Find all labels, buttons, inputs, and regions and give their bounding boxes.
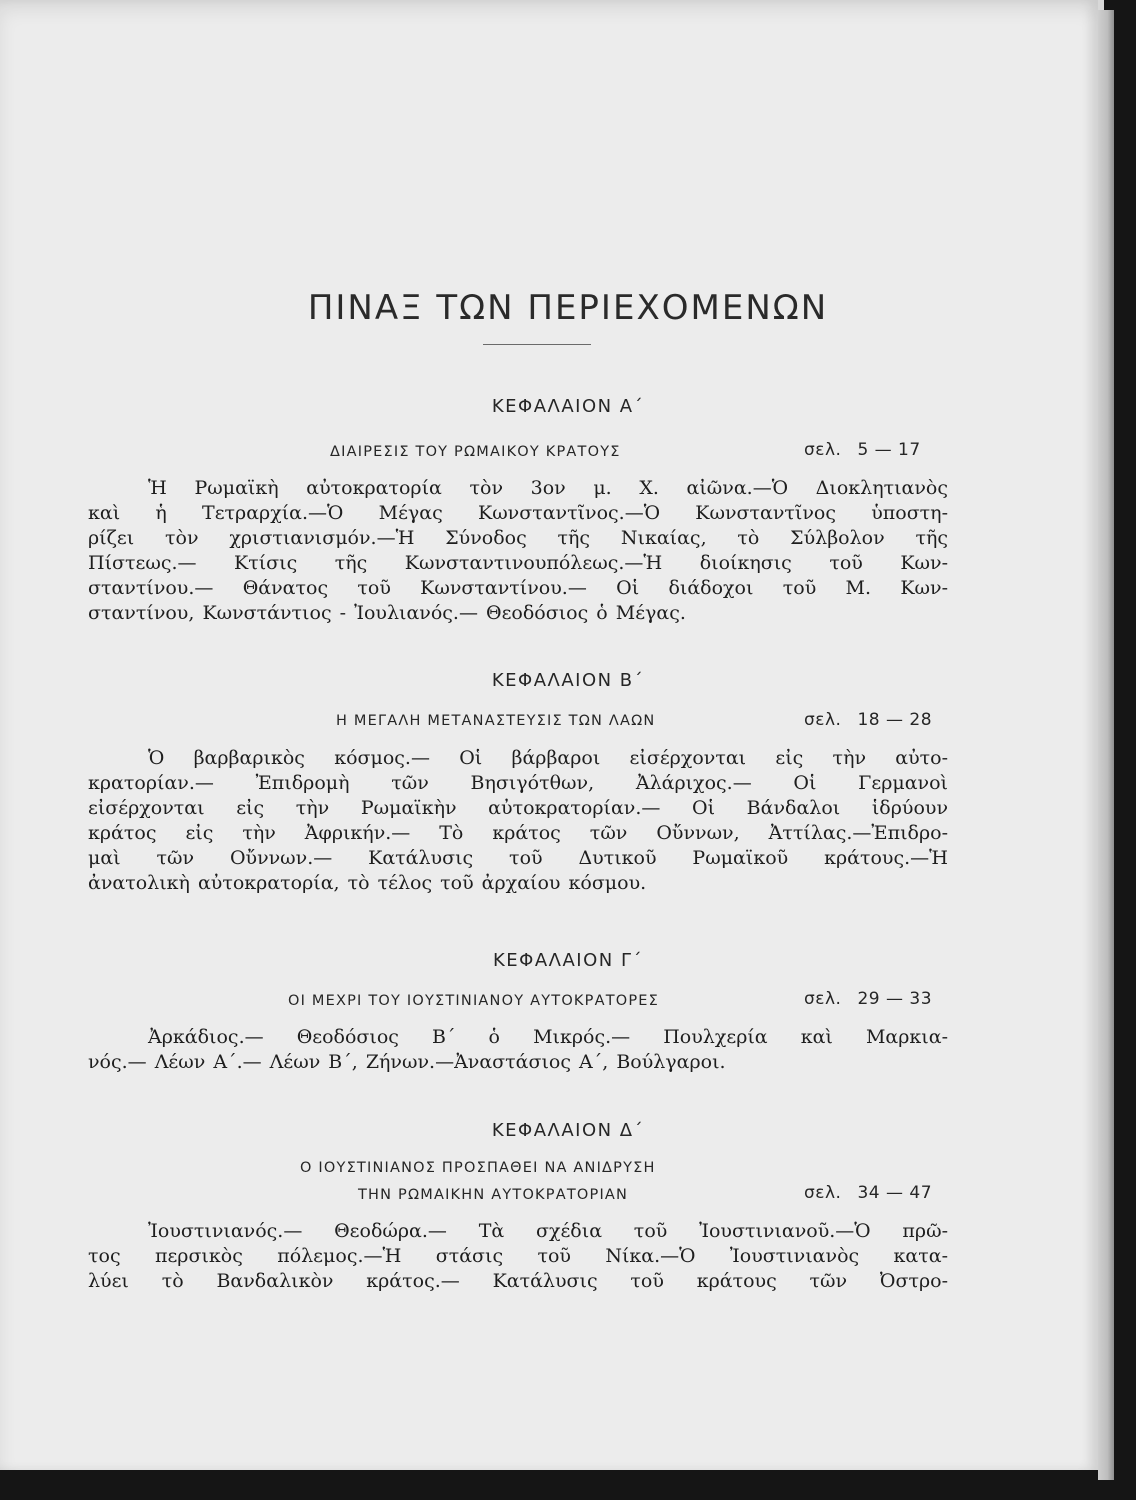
title-divider	[483, 344, 591, 345]
chapter-a-summary	[88, 476, 948, 626]
summary-line: Ὁ βαρβαρικὸς κόσμος.— Οἱ βάρβαροι εἰσέρχονται εἰς τὴν αὐτο-	[148, 747, 948, 769]
chapter-heading-a: ΚΕΦΑΛΑΙΟΝ Α΄	[491, 396, 645, 417]
chapter-c-section-title: ΟΙ ΜΕΧΡΙ ΤΟΥ ΙΟΥΣΤΙΝΙΑΝΟΥ ΑΥΤΟΚΡΑΤΟΡΕΣ	[288, 993, 660, 1009]
chapter-b-pages: σελ. 18 — 28	[804, 710, 933, 730]
summary-line: τος περσικὸς πόλεμος.—Ἡ στάσις τοῦ Νίκα.—Ὁ Ἰουστινιανὸς κατα-	[88, 1245, 948, 1267]
summary-line: σταντίνου.— Θάνατος τοῦ Κωνσταντίνου.— Οἱ διάδοχοι τοῦ Μ. Κων-	[88, 577, 948, 599]
summary-line: κράτος εἰς τὴν Ἀφρικήν.— Τὸ κράτος τῶν Οὔννων, Ἀττίλας.—Ἐπιδρο-	[88, 822, 948, 844]
chapter-b-summary	[88, 746, 948, 896]
summary-line: ρίζει τὸν χριστιανισμόν.—Ἡ Σύνοδος τῆς Νικαίας, τὸ Σύλβολον τῆς	[88, 527, 948, 549]
chapter-a-section-title: ΔΙΑΙΡΕΣΙΣ ΤΟΥ ΡΩΜΑΙΚΟΥ ΚΡΑΤΟΥΣ	[330, 444, 621, 460]
chapter-d-summary	[88, 1219, 948, 1294]
summary-line: σταντίνου, Κωνστάντιος - Ἰουλιανός.— Θεοδόσιος ὁ Μέγας.	[88, 602, 686, 624]
chapter-heading-c: ΚΕΦΑΛΑΙΟΝ Γ΄	[493, 950, 643, 971]
chapter-heading-b: ΚΕΦΑΛΑΙΟΝ Β΄	[491, 670, 645, 691]
page-title: ΠΙΝΑΞ ΤΩΝ ΠΕΡΙΕΧΟΜΕΝΩΝ	[307, 288, 829, 328]
summary-line: νός.— Λέων Α΄.— Λέων Β΄, Ζήνων.—Ἀναστάσιος Α΄, Βούλγαροι.	[88, 1051, 726, 1073]
summary-line: μαὶ τῶν Οὔννων.— Κατάλυσις τοῦ Δυτικοῦ Ρωμαϊκοῦ κράτους.—Ἡ	[88, 847, 948, 869]
summary-line: λύει τὸ Βανδαλικὸν κράτος.— Κατάλυσις τοῦ κράτους τῶν Ὀστρο-	[88, 1270, 948, 1292]
summary-line: Ἡ Ρωμαϊκὴ αὐτοκρατορία τὸν 3ον μ. Χ. αἰῶνα.—Ὁ Διοκλητιανὸς	[148, 477, 948, 499]
summary-line: Πίστεως.— Κτίσις τῆς Κωνσταντινουπόλεως.—Ἡ διοίκησις τοῦ Κων-	[88, 552, 948, 574]
chapter-d-pages: σελ. 34 — 47	[804, 1183, 933, 1203]
page-edge	[1098, 10, 1114, 1480]
summary-line: Ἀρκάδιος.— Θεοδόσιος Β΄ ὁ Μικρός.— Πουλχερία καὶ Μαρκια-	[148, 1026, 948, 1048]
chapter-d-section-title-line-1: Ο ΙΟΥΣΤΙΝΙΑΝΟΣ ΠΡΟΣΠΑΘΕΙ ΝΑ ΑΝΙΔΡΥΣΗ	[300, 1160, 656, 1176]
chapter-c-pages: σελ. 29 — 33	[804, 989, 933, 1009]
chapter-a-pages: σελ. 5 — 17	[804, 440, 921, 460]
summary-line: καὶ ἡ Τετραρχία.—Ὁ Μέγας Κωνσταντῖνος.—Ὁ Κωνσταντῖνος ὑποστη-	[88, 502, 948, 524]
summary-line: κρατορίαν.— Ἐπιδρομὴ τῶν Βησιγότθων, Ἀλάριχος.— Οἱ Γερμανοὶ	[88, 772, 948, 794]
summary-line: εἰσέρχονται εἰς τὴν Ρωμαϊκὴν αὐτοκρατορίαν.— Οἱ Βάνδαλοι ἱδρύουν	[88, 797, 948, 819]
chapter-heading-d: ΚΕΦΑΛΑΙΟΝ Δ΄	[491, 1120, 645, 1141]
chapter-d-section-title-line-2: ΤΗΝ ΡΩΜΑΙΚΗΝ ΑΥΤΟΚΡΑΤΟΡΙΑΝ	[358, 1187, 629, 1203]
summary-line: ἀνατολικὴ αὐτοκρατορία, τὸ τέλος τοῦ ἀρχαίου κόσμου.	[88, 872, 647, 894]
chapter-b-section-title: Η ΜΕΓΑΛΗ ΜΕΤΑΝΑΣΤΕΥΣΙΣ ΤΩΝ ΛΑΩΝ	[336, 713, 656, 729]
chapter-c-summary	[88, 1025, 948, 1075]
summary-line: Ἰουστινιανός.— Θεοδώρα.— Τὰ σχέδια τοῦ Ἰουστινιανοῦ.—Ὁ πρῶ-	[148, 1220, 948, 1242]
